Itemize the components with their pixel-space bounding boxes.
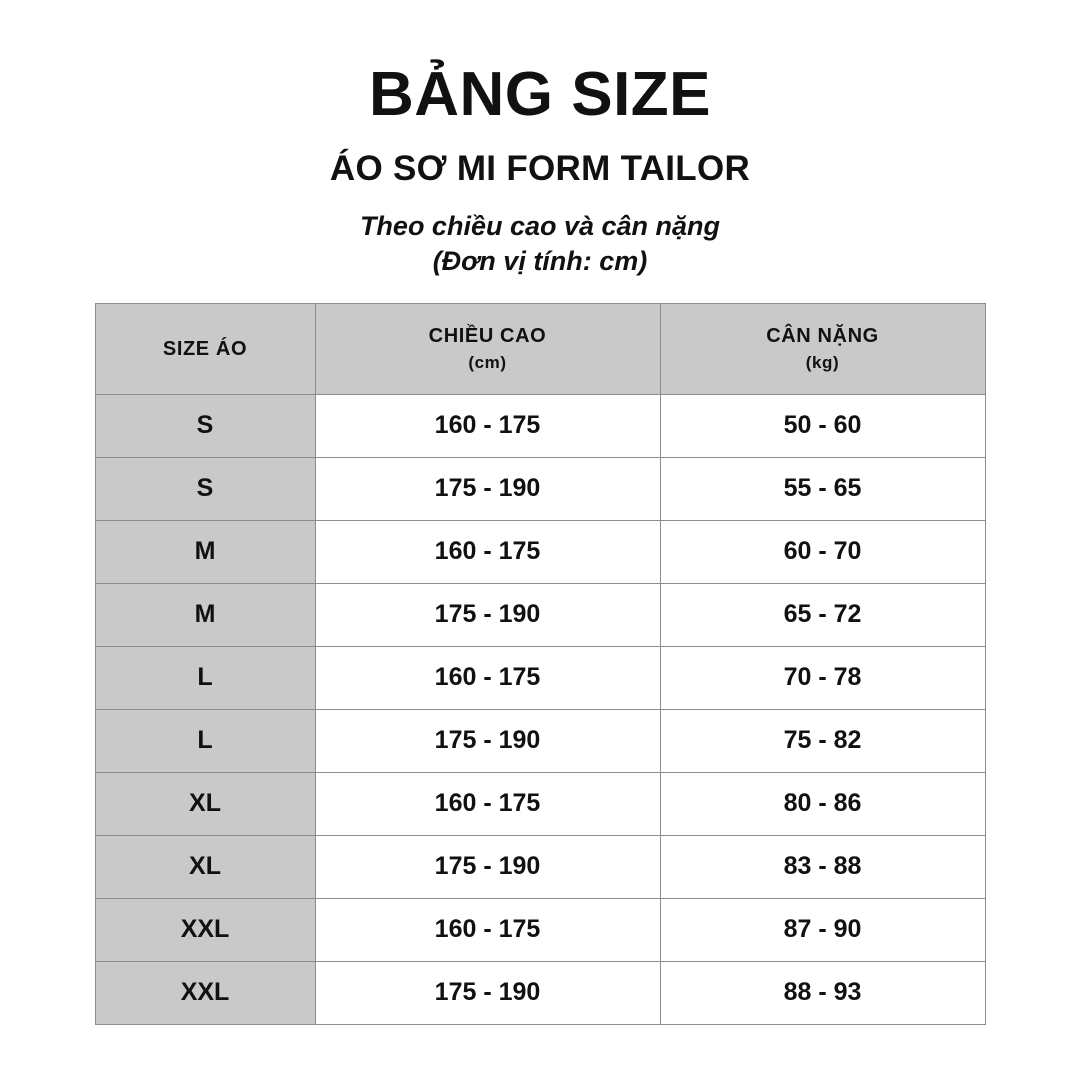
page-title: BẢNG SIZE — [368, 60, 712, 129]
table-header — [95, 304, 985, 395]
cell-height: 160 - 175 — [315, 898, 660, 961]
cell-height: 160 - 175 — [315, 646, 660, 709]
cell-weight: 50 - 60 — [660, 394, 985, 457]
cell-size: XL — [95, 772, 315, 835]
column-header-height-unit: (cm) — [468, 353, 507, 373]
cell-size: L — [95, 709, 315, 772]
column-header-height — [315, 304, 660, 395]
cell-weight: 55 - 65 — [660, 457, 985, 520]
column-header-weight — [660, 304, 985, 395]
size-table — [95, 303, 986, 1025]
cell-weight: 83 - 88 — [660, 835, 985, 898]
measurement-note-line-1: Theo chiều cao và cân nặng — [359, 211, 721, 242]
cell-height: 160 - 175 — [315, 520, 660, 583]
table-row — [95, 772, 985, 835]
table-row — [95, 709, 985, 772]
cell-weight: 65 - 72 — [660, 583, 985, 646]
cell-weight: 60 - 70 — [660, 520, 985, 583]
table-row — [95, 583, 985, 646]
cell-height: 175 - 190 — [315, 709, 660, 772]
cell-size: XL — [95, 835, 315, 898]
cell-weight: 87 - 90 — [660, 898, 985, 961]
table-row — [95, 520, 985, 583]
cell-size: XXL — [95, 961, 315, 1024]
cell-weight: 88 - 93 — [660, 961, 985, 1024]
column-header-weight-unit: (kg) — [805, 353, 840, 373]
cell-size: S — [95, 457, 315, 520]
table-header-row — [95, 304, 985, 395]
cell-height: 175 - 190 — [315, 457, 660, 520]
column-header-height-label: CHIỀU CAO — [428, 325, 547, 348]
cell-height: 175 - 190 — [315, 835, 660, 898]
cell-size: XXL — [95, 898, 315, 961]
cell-size: S — [95, 394, 315, 457]
cell-weight: 70 - 78 — [660, 646, 985, 709]
column-header-size-label: SIZE ÁO — [162, 337, 248, 360]
column-header-size — [95, 304, 315, 395]
cell-height: 175 - 190 — [315, 961, 660, 1024]
table-body — [95, 394, 985, 1024]
cell-height: 160 - 175 — [315, 394, 660, 457]
table-row — [95, 394, 985, 457]
table-row — [95, 457, 985, 520]
cell-weight: 80 - 86 — [660, 772, 985, 835]
table-row — [95, 898, 985, 961]
table-row — [95, 961, 985, 1024]
table-row — [95, 835, 985, 898]
cell-size: M — [95, 583, 315, 646]
column-header-weight-label: CÂN NẶNG — [766, 325, 879, 348]
page-subtitle: ÁO SƠ MI FORM TAILOR — [329, 149, 751, 189]
cell-height: 175 - 190 — [315, 583, 660, 646]
measurement-note-line-2: (Đơn vị tính: cm) — [432, 246, 648, 277]
table-row — [95, 646, 985, 709]
cell-size: M — [95, 520, 315, 583]
cell-height: 160 - 175 — [315, 772, 660, 835]
cell-weight: 75 - 82 — [660, 709, 985, 772]
cell-size: L — [95, 646, 315, 709]
